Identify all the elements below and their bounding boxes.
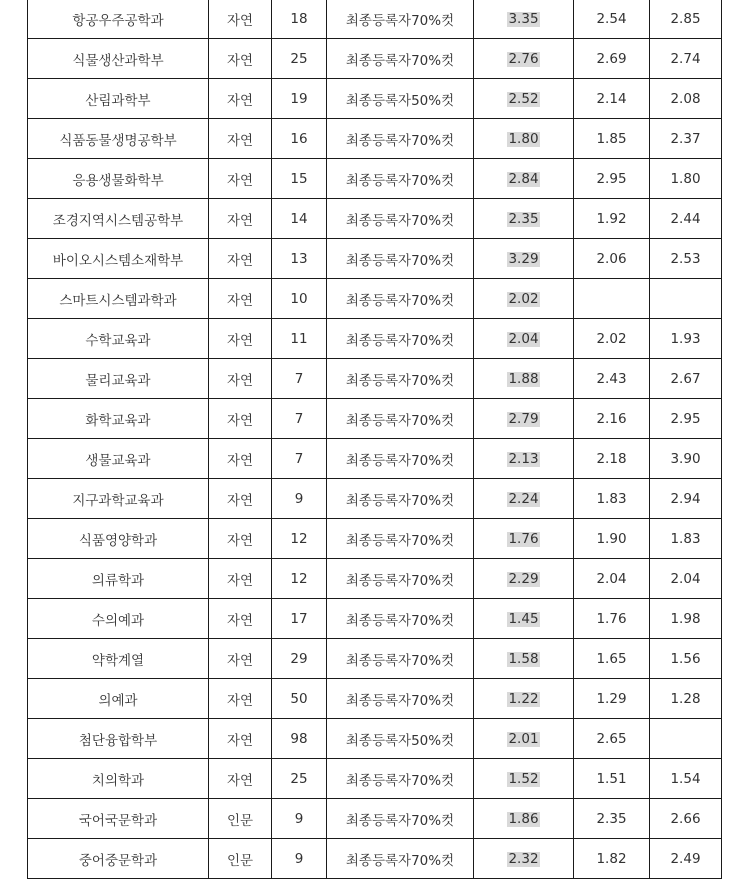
quota-count-cell: 16: [272, 119, 327, 159]
grade-prev-cell: 1.90: [574, 519, 650, 559]
admissions-table: [27, 0, 722, 879]
highlighted-grade: 2.04: [508, 330, 539, 347]
cutoff-method-cell: 최종등록자50%컷: [327, 79, 474, 119]
grade-prev2-cell: 2.44: [650, 199, 722, 239]
field-type-cell: 자연: [209, 399, 272, 439]
highlighted-grade: 1.88: [508, 370, 539, 387]
grade-current-cell: [474, 639, 574, 679]
grade-prev-cell: 2.65: [574, 719, 650, 759]
quota-count-cell: 9: [272, 479, 327, 519]
grade-prev-cell: [574, 279, 650, 319]
grade-prev2-cell: 1.98: [650, 599, 722, 639]
grade-prev-cell: 1.82: [574, 839, 650, 879]
grade-current-cell: [474, 39, 574, 79]
table-row: [28, 119, 722, 159]
cutoff-method-cell: 최종등록자70%컷: [327, 599, 474, 639]
grade-current-cell: [474, 0, 574, 39]
grade-prev-cell: 2.35: [574, 799, 650, 839]
highlighted-grade: 1.45: [508, 610, 539, 627]
quota-count-cell: 14: [272, 199, 327, 239]
field-type-cell: 자연: [209, 439, 272, 479]
table-row: [28, 679, 722, 719]
quota-count-cell: 29: [272, 639, 327, 679]
cutoff-method-cell: 최종등록자70%컷: [327, 839, 474, 879]
quota-count-cell: 25: [272, 39, 327, 79]
department-cell: 중어중문학과: [28, 839, 209, 879]
grade-prev-cell: 2.04: [574, 559, 650, 599]
quota-count-cell: 7: [272, 359, 327, 399]
grade-prev-cell: 1.76: [574, 599, 650, 639]
department-cell: 화학교육과: [28, 399, 209, 439]
department-cell: 생물교육과: [28, 439, 209, 479]
table-row: [28, 239, 722, 279]
table-row: [28, 359, 722, 399]
table-row: [28, 279, 722, 319]
highlighted-grade: 3.35: [508, 10, 539, 27]
cutoff-method-cell: 최종등록자70%컷: [327, 479, 474, 519]
table-row: [28, 79, 722, 119]
cutoff-method-cell: 최종등록자70%컷: [327, 319, 474, 359]
quota-count-cell: 18: [272, 0, 327, 39]
grade-prev-cell: 2.16: [574, 399, 650, 439]
department-cell: 식품영양학과: [28, 519, 209, 559]
department-cell: 응용생물화학부: [28, 159, 209, 199]
highlighted-grade: 2.02: [508, 290, 539, 307]
grade-prev2-cell: 2.95: [650, 399, 722, 439]
quota-count-cell: 15: [272, 159, 327, 199]
field-type-cell: 인문: [209, 839, 272, 879]
highlighted-grade: 2.29: [508, 570, 539, 587]
grade-prev2-cell: 2.37: [650, 119, 722, 159]
department-cell: 수학교육과: [28, 319, 209, 359]
table-row: [28, 439, 722, 479]
field-type-cell: 자연: [209, 759, 272, 799]
field-type-cell: 자연: [209, 239, 272, 279]
table-row: [28, 759, 722, 799]
cutoff-method-cell: 최종등록자70%컷: [327, 559, 474, 599]
field-type-cell: 자연: [209, 559, 272, 599]
department-cell: 수의예과: [28, 599, 209, 639]
department-cell: 스마트시스템과학과: [28, 279, 209, 319]
grade-prev2-cell: 2.74: [650, 39, 722, 79]
department-cell: 바이오시스템소재학부: [28, 239, 209, 279]
cutoff-method-cell: 최종등록자70%컷: [327, 39, 474, 79]
highlighted-grade: 2.32: [508, 850, 539, 867]
highlighted-grade: 1.58: [508, 650, 539, 667]
highlighted-grade: 1.52: [508, 770, 539, 787]
quota-count-cell: 11: [272, 319, 327, 359]
cutoff-method-cell: 최종등록자70%컷: [327, 159, 474, 199]
grade-prev-cell: 1.51: [574, 759, 650, 799]
table-body: [28, 0, 722, 879]
grade-prev-cell: 2.14: [574, 79, 650, 119]
department-cell: 국어국문학과: [28, 799, 209, 839]
cutoff-method-cell: 최종등록자70%컷: [327, 439, 474, 479]
table-row: [28, 159, 722, 199]
grade-prev2-cell: 1.54: [650, 759, 722, 799]
grade-prev2-cell: 2.49: [650, 839, 722, 879]
department-cell: 첨단융합학부: [28, 719, 209, 759]
grade-current-cell: [474, 319, 574, 359]
grade-current-cell: [474, 799, 574, 839]
grade-current-cell: [474, 119, 574, 159]
cutoff-method-cell: 최종등록자50%컷: [327, 719, 474, 759]
field-type-cell: 자연: [209, 0, 272, 39]
department-cell: 치의학과: [28, 759, 209, 799]
cutoff-method-cell: 최종등록자70%컷: [327, 519, 474, 559]
grade-prev-cell: 2.43: [574, 359, 650, 399]
cutoff-method-cell: 최종등록자70%컷: [327, 0, 474, 39]
grade-prev2-cell: 2.94: [650, 479, 722, 519]
department-cell: 조경지역시스템공학부: [28, 199, 209, 239]
department-cell: 식물생산과학부: [28, 39, 209, 79]
department-cell: 의예과: [28, 679, 209, 719]
field-type-cell: 자연: [209, 119, 272, 159]
field-type-cell: 자연: [209, 679, 272, 719]
cutoff-method-cell: 최종등록자70%컷: [327, 119, 474, 159]
field-type-cell: 자연: [209, 279, 272, 319]
highlighted-grade: 2.52: [508, 90, 539, 107]
cutoff-method-cell: 최종등록자70%컷: [327, 199, 474, 239]
grade-current-cell: [474, 199, 574, 239]
quota-count-cell: 19: [272, 79, 327, 119]
grade-current-cell: [474, 79, 574, 119]
quota-count-cell: 12: [272, 519, 327, 559]
grade-prev2-cell: 3.90: [650, 439, 722, 479]
grade-current-cell: [474, 519, 574, 559]
field-type-cell: 자연: [209, 519, 272, 559]
highlighted-grade: 2.35: [508, 210, 539, 227]
grade-prev-cell: 1.85: [574, 119, 650, 159]
grade-current-cell: [474, 439, 574, 479]
grade-prev2-cell: 2.66: [650, 799, 722, 839]
cutoff-method-cell: 최종등록자70%컷: [327, 399, 474, 439]
highlighted-grade: 2.84: [508, 170, 539, 187]
department-cell: 산림과학부: [28, 79, 209, 119]
grade-prev-cell: 1.83: [574, 479, 650, 519]
field-type-cell: 인문: [209, 799, 272, 839]
highlighted-grade: 1.22: [508, 690, 539, 707]
highlighted-grade: 2.01: [508, 730, 539, 747]
grade-prev2-cell: 2.08: [650, 79, 722, 119]
highlighted-grade: 1.76: [508, 530, 539, 547]
field-type-cell: 자연: [209, 319, 272, 359]
grade-current-cell: [474, 279, 574, 319]
cutoff-method-cell: 최종등록자70%컷: [327, 799, 474, 839]
grade-prev2-cell: 1.93: [650, 319, 722, 359]
grade-prev-cell: 2.95: [574, 159, 650, 199]
cutoff-method-cell: 최종등록자70%컷: [327, 679, 474, 719]
quota-count-cell: 25: [272, 759, 327, 799]
department-cell: 의류학과: [28, 559, 209, 599]
grade-prev2-cell: 1.83: [650, 519, 722, 559]
grade-prev2-cell: 1.80: [650, 159, 722, 199]
highlighted-grade: 2.76: [508, 50, 539, 67]
field-type-cell: 자연: [209, 79, 272, 119]
table-row: [28, 839, 722, 879]
field-type-cell: 자연: [209, 719, 272, 759]
field-type-cell: 자연: [209, 199, 272, 239]
quota-count-cell: 7: [272, 399, 327, 439]
table-row: [28, 599, 722, 639]
grade-current-cell: [474, 679, 574, 719]
department-cell: 약학계열: [28, 639, 209, 679]
field-type-cell: 자연: [209, 359, 272, 399]
highlighted-grade: 2.24: [508, 490, 539, 507]
grade-prev-cell: 2.18: [574, 439, 650, 479]
grade-current-cell: [474, 159, 574, 199]
cutoff-method-cell: 최종등록자70%컷: [327, 759, 474, 799]
field-type-cell: 자연: [209, 159, 272, 199]
table-row: [28, 639, 722, 679]
table-row: [28, 799, 722, 839]
grade-current-cell: [474, 839, 574, 879]
grade-prev-cell: 2.02: [574, 319, 650, 359]
cutoff-method-cell: 최종등록자70%컷: [327, 279, 474, 319]
grade-prev2-cell: [650, 279, 722, 319]
department-cell: 물리교육과: [28, 359, 209, 399]
table-row: [28, 39, 722, 79]
quota-count-cell: 13: [272, 239, 327, 279]
grade-prev-cell: 1.92: [574, 199, 650, 239]
quota-count-cell: 17: [272, 599, 327, 639]
highlighted-grade: 1.86: [508, 810, 539, 827]
grade-current-cell: [474, 399, 574, 439]
grade-prev-cell: 1.29: [574, 679, 650, 719]
grade-prev-cell: 2.06: [574, 239, 650, 279]
grade-prev2-cell: 2.85: [650, 0, 722, 39]
table-row: [28, 399, 722, 439]
grade-prev-cell: 1.65: [574, 639, 650, 679]
quota-count-cell: 12: [272, 559, 327, 599]
table-row: [28, 319, 722, 359]
grade-current-cell: [474, 599, 574, 639]
highlighted-grade: 2.13: [508, 450, 539, 467]
department-cell: 식품동물생명공학부: [28, 119, 209, 159]
highlighted-grade: 2.79: [508, 410, 539, 427]
field-type-cell: 자연: [209, 599, 272, 639]
grade-prev2-cell: 1.56: [650, 639, 722, 679]
grade-prev2-cell: 2.53: [650, 239, 722, 279]
grade-current-cell: [474, 239, 574, 279]
highlighted-grade: 1.80: [508, 130, 539, 147]
table-row: [28, 559, 722, 599]
quota-count-cell: 10: [272, 279, 327, 319]
field-type-cell: 자연: [209, 39, 272, 79]
grade-current-cell: [474, 479, 574, 519]
cutoff-method-cell: 최종등록자70%컷: [327, 359, 474, 399]
cutoff-method-cell: 최종등록자70%컷: [327, 239, 474, 279]
department-cell: 항공우주공학과: [28, 0, 209, 39]
quota-count-cell: 50: [272, 679, 327, 719]
cutoff-method-cell: 최종등록자70%컷: [327, 639, 474, 679]
grade-prev2-cell: 2.04: [650, 559, 722, 599]
highlighted-grade: 3.29: [508, 250, 539, 267]
grade-current-cell: [474, 359, 574, 399]
table-row: [28, 719, 722, 759]
grade-prev-cell: 2.54: [574, 0, 650, 39]
quota-count-cell: 9: [272, 799, 327, 839]
department-cell: 지구과학교육과: [28, 479, 209, 519]
table-row: [28, 0, 722, 39]
quota-count-cell: 7: [272, 439, 327, 479]
table-row: [28, 519, 722, 559]
grade-prev2-cell: 1.28: [650, 679, 722, 719]
field-type-cell: 자연: [209, 639, 272, 679]
grade-current-cell: [474, 719, 574, 759]
grade-current-cell: [474, 559, 574, 599]
quota-count-cell: 98: [272, 719, 327, 759]
grade-prev2-cell: [650, 719, 722, 759]
table-row: [28, 199, 722, 239]
table-row: [28, 479, 722, 519]
quota-count-cell: 9: [272, 839, 327, 879]
field-type-cell: 자연: [209, 479, 272, 519]
grade-prev-cell: 2.69: [574, 39, 650, 79]
grade-current-cell: [474, 759, 574, 799]
grade-prev2-cell: 2.67: [650, 359, 722, 399]
